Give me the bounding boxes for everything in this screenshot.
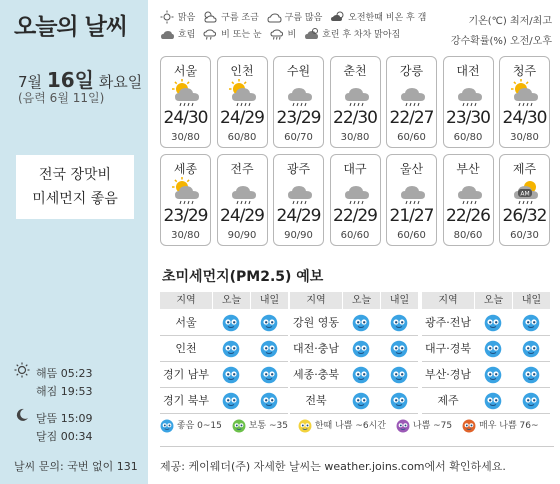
source-note: 제공: 케이웨더(주) 자세한 날씨는 weather.joins.com에서 확인하세요. (160, 460, 506, 473)
city-card (217, 154, 268, 246)
cloudy-legend-item: 흐림 (160, 27, 195, 44)
headline-box (16, 155, 134, 219)
rain-snow-legend-item: 비 또는 눈 (203, 27, 261, 44)
date-month: 7월 (18, 73, 43, 91)
city-temp: 22/30 (333, 108, 377, 128)
sun-cloud-rain-icon (228, 79, 260, 107)
city-name: 부산 (456, 162, 480, 176)
dust-today-good-icon (484, 340, 502, 358)
city-card (217, 56, 268, 148)
city-card (443, 56, 494, 148)
dust-today-good-icon (484, 392, 502, 410)
dust-region: 대구·경북 (424, 342, 471, 355)
dust-region: 경기 북부 (162, 394, 209, 407)
city-rain: 30/80 (510, 132, 539, 143)
city-name: 청주 (512, 64, 537, 78)
city-card (499, 154, 550, 246)
dust-tomorrow-good-icon (390, 340, 408, 358)
mostly-cloudy-legend-item: 구름 많음 (267, 10, 323, 27)
dust-row (160, 388, 288, 414)
sun-cloud-rain-icon (510, 79, 542, 107)
city-rain: 90/90 (284, 230, 313, 241)
moon-icon (14, 407, 30, 423)
am-rain-icon (330, 13, 345, 23)
city-temp: 26/32 (502, 206, 547, 226)
city-name: 수원 (286, 64, 311, 78)
dust-region: 전북 (305, 394, 327, 407)
city-temp: 24/29 (276, 206, 321, 226)
cloud-rain-icon (397, 79, 429, 107)
city-card (273, 56, 324, 148)
city-name: 강릉 (399, 64, 424, 78)
date-day: 16일 (46, 68, 94, 92)
dust-region: 인천 (175, 342, 197, 355)
dust-row (290, 310, 418, 336)
am-rain-icon (510, 177, 542, 205)
city-card (160, 56, 211, 148)
cloud-rain-icon (341, 177, 373, 205)
dust-tomorrow-good-icon (390, 314, 408, 332)
dust-title: 초미세먼지(PM2.5) 예보 (162, 269, 324, 285)
city-temp: 24/29 (220, 108, 264, 128)
city-name: 광주 (286, 162, 311, 176)
city-temp: 23/29 (163, 206, 208, 226)
dust-row (422, 362, 550, 388)
dust-very-bad-icon (462, 421, 476, 431)
dust-region: 부산·경남 (424, 368, 471, 381)
sunset: 해짐 19:53 (36, 385, 93, 398)
city-name: 제주 (512, 162, 537, 176)
city-rain: 80/60 (453, 230, 483, 241)
dust-normal-icon (232, 421, 246, 431)
divider (160, 446, 554, 447)
left-panel (0, 0, 148, 484)
dust-header-today: 오늘 (475, 292, 512, 309)
city-name: 전주 (230, 162, 254, 176)
city-rain: 60/60 (397, 132, 426, 143)
dust-today-good-icon (222, 366, 240, 384)
city-rain: 30/80 (171, 132, 200, 143)
dust-today-good-icon (222, 392, 240, 410)
city-temp: 24/30 (163, 108, 208, 128)
dust-region: 서울 (175, 316, 197, 329)
sun-icon (160, 13, 175, 23)
sun-cloud-rain-icon (171, 79, 203, 107)
sun-cloud-rain-icon (171, 177, 203, 205)
dust-row (422, 388, 550, 414)
dust-header-region: 지역 (422, 292, 474, 309)
dust-legend-bad: 나쁨 ~75 (396, 418, 452, 433)
dust-today-good-icon (222, 340, 240, 358)
partly-cloudy-legend-item: 구름 조금 (203, 10, 259, 27)
city-name: 대구 (343, 162, 367, 176)
dust-row (422, 336, 550, 362)
dust-tomorrow-good-icon (390, 366, 408, 384)
headline-line-2: 미세먼지 좋음 (32, 191, 118, 207)
dust-row (160, 336, 288, 362)
dust-tomorrow-good-icon (522, 366, 540, 384)
dust-legend-very-bad: 매우 나쁨 76~ (462, 418, 538, 433)
rain-unit: 강수확률(%) 오전/오후 (450, 36, 552, 47)
city-name: 울산 (399, 162, 424, 176)
headline-line-1: 전국 장맛비 (38, 167, 112, 183)
city-temp: 22/29 (333, 206, 377, 226)
dust-tomorrow-good-icon (390, 392, 408, 410)
city-rain: 60/30 (510, 230, 539, 241)
dust-legend-good: 좋음 0~15 (160, 418, 222, 433)
dust-header-tomorrow: 내일 (381, 292, 418, 309)
city-card (499, 56, 550, 148)
city-card (443, 154, 494, 246)
dust-row (160, 310, 288, 336)
dust-today-good-icon (352, 366, 370, 384)
weather-legend (160, 10, 460, 44)
dust-tomorrow-good-icon (522, 340, 540, 358)
cloudy-clearing-icon (304, 30, 319, 40)
dust-tomorrow-good-icon (260, 392, 278, 410)
city-rain: 30/80 (340, 132, 370, 143)
dust-today-good-icon (352, 314, 370, 332)
city-temp: 24/29 (220, 206, 264, 226)
cloudy-clearing-legend-item: 흐린 후 차차 맑아짐 (304, 27, 400, 44)
svg-text:AM: AM (520, 190, 530, 198)
am-rain-legend-item: 오전한때 비온 후 갬 (330, 10, 426, 27)
mostly-cloudy-icon (267, 13, 282, 23)
dust-today-good-icon (222, 314, 240, 332)
city-name: 인천 (230, 64, 254, 78)
city-temp: 23/29 (276, 108, 321, 128)
dust-row (290, 362, 418, 388)
city-card (330, 154, 381, 246)
city-temp: 22/27 (389, 108, 434, 128)
dust-region: 세종·충북 (292, 368, 339, 381)
city-rain: 60/80 (453, 132, 483, 143)
cloud-rain-icon (454, 79, 486, 107)
city-name: 세종 (173, 162, 198, 176)
dust-tomorrow-good-icon (260, 340, 278, 358)
dust-tomorrow-good-icon (522, 392, 540, 410)
dust-header-tomorrow: 내일 (251, 292, 288, 309)
dust-bad-icon (396, 421, 410, 431)
cloud-rain-icon (397, 177, 429, 205)
dust-row (290, 388, 418, 414)
city-rain: 60/80 (227, 132, 257, 143)
dust-today-good-icon (352, 340, 370, 358)
cloud-rain-icon (454, 177, 486, 205)
city-rain: 30/80 (171, 230, 200, 241)
dust-row (422, 310, 550, 336)
dust-legend-bad-partial: 한때 나쁨 ~6시간 (298, 418, 386, 433)
dust-legend-normal: 보통 ~35 (232, 418, 288, 433)
city-card (386, 56, 437, 148)
dust-header-tomorrow: 내일 (513, 292, 550, 309)
dust-tomorrow-good-icon (260, 314, 278, 332)
dust-header-region: 지역 (290, 292, 342, 309)
dust-row (290, 336, 418, 362)
temp-unit: 기온(℃) 최저/최고 (468, 16, 552, 27)
rain-snow-icon (203, 30, 218, 40)
sunrise: 해뜸 05:23 (36, 367, 93, 380)
city-name: 대전 (456, 64, 480, 78)
dust-tomorrow-good-icon (260, 366, 278, 384)
city-temp: 22/26 (446, 206, 490, 226)
sunrise-icon (14, 362, 30, 378)
dust-today-good-icon (352, 392, 370, 410)
lunar-date: (음력 6월 11일) (18, 91, 105, 105)
city-rain: 60/60 (340, 230, 370, 241)
moonset: 달짐 00:34 (36, 430, 93, 443)
page-title: 오늘의 날씨 (14, 14, 128, 40)
city-rain: 60/60 (397, 230, 426, 241)
city-rain: 90/90 (227, 230, 257, 241)
dust-region: 경기 남부 (162, 368, 209, 381)
dust-good-icon (160, 421, 174, 431)
city-card (386, 154, 437, 246)
dust-region: 제주 (437, 394, 459, 407)
dust-region: 강원 영동 (292, 316, 339, 329)
dust-today-good-icon (484, 314, 502, 332)
city-card (330, 56, 381, 148)
dust-bad-partial-icon (298, 421, 312, 431)
city-rain: 60/70 (284, 132, 313, 143)
city-temp: 23/30 (446, 108, 490, 128)
dust-header-today: 오늘 (213, 292, 250, 309)
dust-region: 대전·충남 (292, 342, 339, 355)
cloudy-icon (160, 30, 175, 40)
units (451, 12, 552, 52)
dust-legend (160, 418, 549, 433)
cloud-rain-icon (228, 177, 260, 205)
rain-legend-item: 비 (270, 27, 297, 44)
date-weekday: 화요일 (98, 73, 143, 91)
cloud-rain-icon (341, 79, 373, 107)
moonrise: 달뜸 15:09 (36, 412, 93, 425)
city-name: 서울 (173, 64, 198, 78)
city-card (273, 154, 324, 246)
rain-icon (270, 30, 285, 40)
partly-cloudy-icon (203, 13, 218, 23)
sun-legend-item: 맑음 (160, 10, 195, 27)
cloud-rain-icon (284, 177, 316, 205)
dust-row (160, 362, 288, 388)
dust-today-good-icon (484, 366, 502, 384)
city-card (160, 154, 211, 246)
cloud-rain-icon (284, 79, 316, 107)
dust-region: 광주·전남 (424, 316, 471, 329)
city-name: 춘천 (343, 64, 367, 78)
weather-inquiry: 날씨 문의: 국번 없이 131 (14, 460, 138, 473)
city-temp: 21/27 (389, 206, 434, 226)
dust-header-region: 지역 (160, 292, 212, 309)
city-temp: 24/30 (502, 108, 547, 128)
dust-tomorrow-good-icon (522, 314, 540, 332)
dust-header-today: 오늘 (343, 292, 380, 309)
